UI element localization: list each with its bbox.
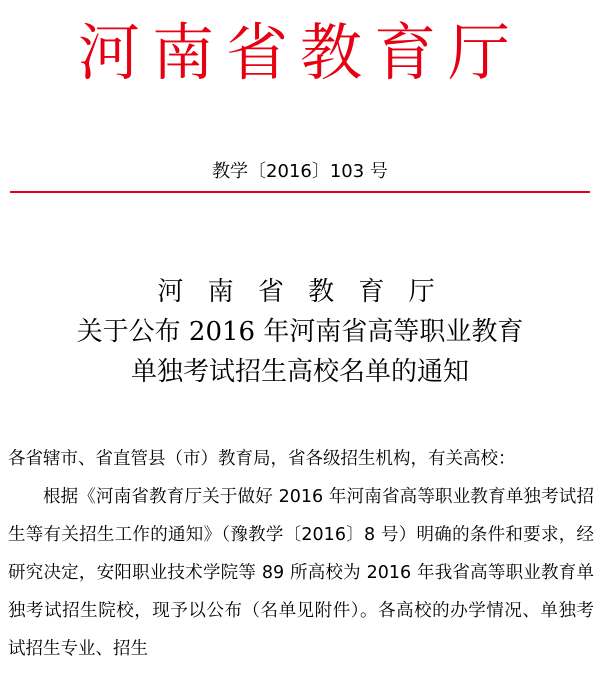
body-paragraph: 根据《河南省教育厅关于做好 2016 年河南省高等职业教育单独考试招生等有关招生工作的通知》（豫教学〔2016〕8 号）明确的条件和要求，经研究决定，安阳职业技术学院等 89 所高校为 2016 年我省高等职业教育单独考试招生院校，现予以公布（名单见附件）。各高校的办学情况、单独考试招生专业、招生 xyxy=(8,487,594,659)
document-number: 教学〔2016〕103 号 xyxy=(212,161,388,182)
notice-body xyxy=(8,440,594,668)
salutation: 各省辖市、省直管县（市）教育局，省各级招生机构，有关高校： xyxy=(8,449,516,469)
red-divider-line xyxy=(10,191,590,193)
issuer-header: 河南省教育厅 xyxy=(77,16,522,89)
notice-title-line-2: 关于公布 2016 年河南省高等职业教育 xyxy=(76,317,524,347)
notice-title-line-3: 单独考试招生高校名单的通知 xyxy=(130,357,469,387)
notice-title-line-1: 河 南 省 教 育 厅 xyxy=(157,277,443,307)
notice-title xyxy=(0,272,600,392)
